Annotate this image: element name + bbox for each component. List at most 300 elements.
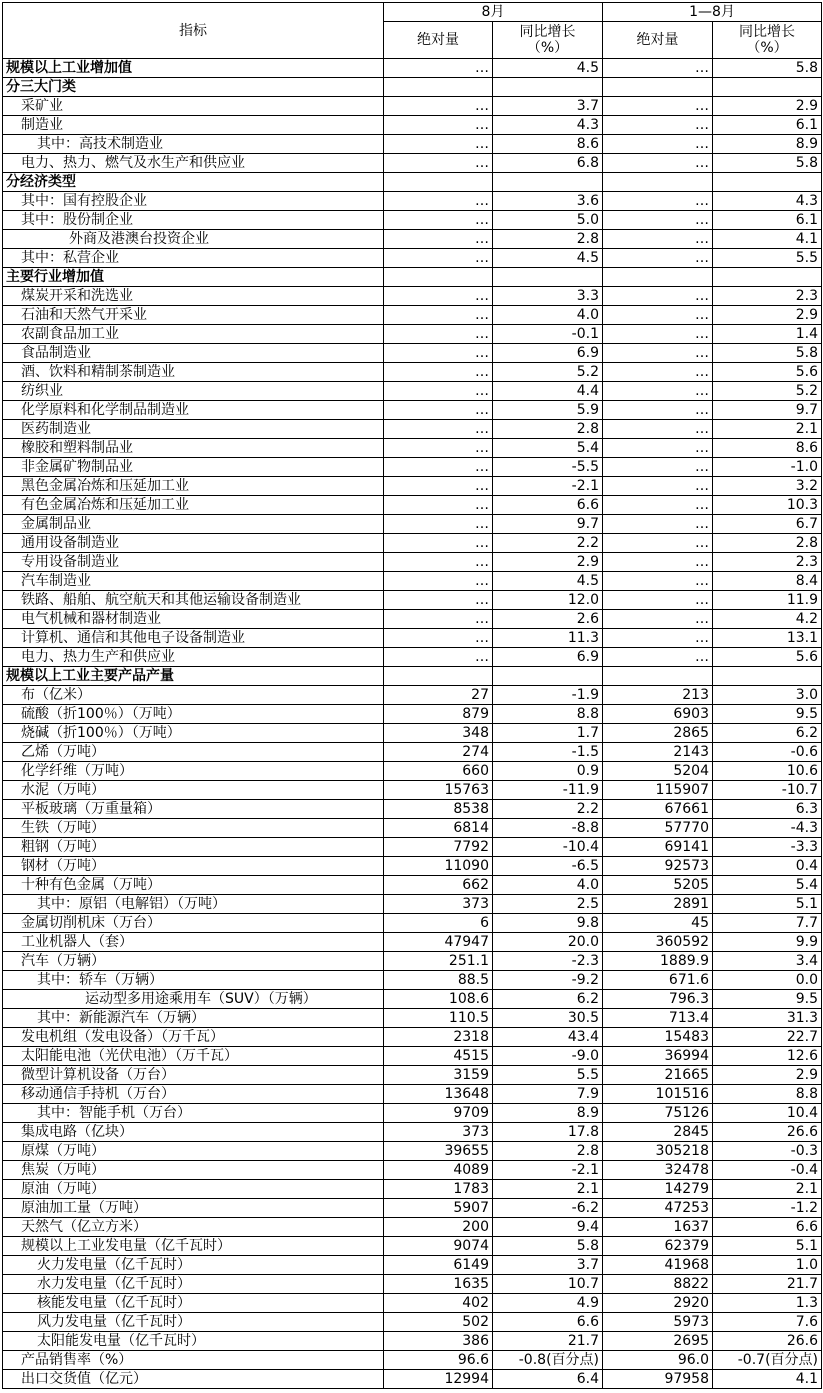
month-absolute-cell: … [384, 211, 493, 230]
table-row [3, 838, 822, 857]
month-growth-cell: 3.3 [493, 287, 603, 306]
cumulative-absolute-cell: … [603, 648, 713, 667]
cumulative-growth-cell: -1.2 [713, 1199, 822, 1218]
cumulative-growth-cell: 6.1 [713, 211, 822, 230]
month-absolute-cell: 88.5 [384, 971, 493, 990]
table-row [3, 781, 822, 800]
table-row [3, 686, 822, 705]
table-row [3, 1104, 822, 1123]
row-label: 移动通信手持机（万台） [3, 1085, 384, 1104]
month-absolute-cell [384, 78, 493, 97]
row-label: 电气机械和器材制造业 [3, 610, 384, 629]
row-label: 计算机、通信和其他电子设备制造业 [3, 629, 384, 648]
row-label: 金属切削机床（万台） [3, 914, 384, 933]
cumulative-growth-cell: 4.1 [713, 230, 822, 249]
industrial-stats-table [2, 2, 822, 1389]
table-body [3, 59, 822, 1389]
table-row [3, 97, 822, 116]
row-label: 规模以上工业主要产品产量 [3, 667, 384, 686]
row-label: 风力发电量（亿千瓦时） [3, 1313, 384, 1332]
cumulative-absolute-cell: … [603, 496, 713, 515]
cumulative-growth-cell: 5.8 [713, 344, 822, 363]
cumulative-absolute-cell: … [603, 458, 713, 477]
cumulative-absolute-cell: … [603, 629, 713, 648]
month-growth-cell: -0.8(百分点) [493, 1351, 603, 1370]
cumulative-growth-cell: 12.6 [713, 1047, 822, 1066]
cumulative-absolute-cell: … [603, 382, 713, 401]
table-row [3, 287, 822, 306]
cumulative-absolute-cell: … [603, 553, 713, 572]
month-growth-cell: 2.9 [493, 553, 603, 572]
month-absolute-cell [384, 667, 493, 686]
cumulative-growth-cell: 26.6 [713, 1123, 822, 1142]
cumulative-growth-cell: -0.7(百分点) [713, 1351, 822, 1370]
month-growth-cell: -1.5 [493, 743, 603, 762]
cumulative-absolute-cell: 45 [603, 914, 713, 933]
month-absolute-cell: 402 [384, 1294, 493, 1313]
month-growth-cell: -6.5 [493, 857, 603, 876]
month-absolute-cell: 4515 [384, 1047, 493, 1066]
month-absolute-cell: 12994 [384, 1370, 493, 1389]
table-row [3, 895, 822, 914]
cumulative-growth-cell: 6.1 [713, 116, 822, 135]
month-growth-cell: -11.9 [493, 781, 603, 800]
month-growth-cell: 2.1 [493, 1180, 603, 1199]
month-absolute-cell: … [384, 135, 493, 154]
table-row [3, 800, 822, 819]
month-absolute-cell: … [384, 382, 493, 401]
cumulative-absolute-cell: 2920 [603, 1294, 713, 1313]
row-label: 硫酸（折100％）（万吨） [3, 705, 384, 724]
cumulative-growth-cell: 8.8 [713, 1085, 822, 1104]
month-absolute-cell: … [384, 344, 493, 363]
cumulative-absolute-cell: 57770 [603, 819, 713, 838]
cumulative-absolute-cell: 2695 [603, 1332, 713, 1351]
cumulative-absolute-cell: 75126 [603, 1104, 713, 1123]
cumulative-absolute-cell: 2845 [603, 1123, 713, 1142]
table-row [3, 610, 822, 629]
cumulative-growth-cell: 2.1 [713, 1180, 822, 1199]
month-growth-cell: 2.8 [493, 420, 603, 439]
month-growth-cell [493, 173, 603, 192]
table-row [3, 724, 822, 743]
month-growth-cell: 5.0 [493, 211, 603, 230]
month-absolute-cell: … [384, 420, 493, 439]
cumulative-growth-cell: 3.4 [713, 952, 822, 971]
month-growth-cell: 2.2 [493, 534, 603, 553]
row-label: 太阳能发电量（亿千瓦时） [3, 1332, 384, 1351]
month-absolute-cell: … [384, 287, 493, 306]
row-label: 钢材（万吨） [3, 857, 384, 876]
cumulative-absolute-cell: … [603, 59, 713, 78]
cumulative-growth-cell: 3.0 [713, 686, 822, 705]
cumulative-absolute-cell: … [603, 192, 713, 211]
cumulative-absolute-cell: 21665 [603, 1066, 713, 1085]
month-absolute-cell: 4089 [384, 1161, 493, 1180]
month-absolute-cell: 386 [384, 1332, 493, 1351]
month-absolute-cell: … [384, 515, 493, 534]
table-row [3, 1047, 822, 1066]
month-absolute-cell: … [384, 458, 493, 477]
row-label: 水泥（万吨） [3, 781, 384, 800]
cumulative-growth-cell: -0.3 [713, 1142, 822, 1161]
cumulative-absolute-cell: … [603, 420, 713, 439]
table-row [3, 249, 822, 268]
month-absolute-cell: 662 [384, 876, 493, 895]
month-absolute-cell: … [384, 439, 493, 458]
row-label: 主要行业增加值 [3, 268, 384, 287]
table-row [3, 363, 822, 382]
table-row [3, 819, 822, 838]
row-label: 工业机器人（套） [3, 933, 384, 952]
row-label: 其中：国有控股企业 [3, 192, 384, 211]
row-label: 原煤（万吨） [3, 1142, 384, 1161]
cumulative-absolute-cell: 47253 [603, 1199, 713, 1218]
table-row [3, 1085, 822, 1104]
cumulative-growth-cell: 21.7 [713, 1275, 822, 1294]
month-absolute-cell: 502 [384, 1313, 493, 1332]
month-growth-cell [493, 78, 603, 97]
cumulative-absolute-cell: … [603, 97, 713, 116]
table-row [3, 1199, 822, 1218]
month-growth-cell: 4.5 [493, 249, 603, 268]
row-label: 制造业 [3, 116, 384, 135]
row-label: 外商及港澳台投资企业 [3, 230, 384, 249]
cumulative-absolute-cell: 101516 [603, 1085, 713, 1104]
month-absolute-cell: … [384, 496, 493, 515]
cumulative-growth-cell: 2.1 [713, 420, 822, 439]
month-absolute-cell: … [384, 325, 493, 344]
cumulative-growth-cell: 0.4 [713, 857, 822, 876]
cumulative-absolute-cell [603, 268, 713, 287]
month-absolute-cell: … [384, 230, 493, 249]
cumulative-absolute-cell: 2865 [603, 724, 713, 743]
table-row [3, 857, 822, 876]
table-row [3, 1123, 822, 1142]
cumulative-absolute-cell [603, 667, 713, 686]
table-row [3, 325, 822, 344]
month-growth-cell: -9.0 [493, 1047, 603, 1066]
month-growth-cell: -2.1 [493, 477, 603, 496]
table-row [3, 1066, 822, 1085]
table-row [3, 1275, 822, 1294]
month-absolute-cell: … [384, 306, 493, 325]
month-growth-cell: 12.0 [493, 591, 603, 610]
month-absolute-cell: … [384, 591, 493, 610]
month-absolute-cell: … [384, 192, 493, 211]
table-row [3, 306, 822, 325]
month-absolute-cell: 3159 [384, 1066, 493, 1085]
cumulative-growth-cell: 9.5 [713, 705, 822, 724]
cumulative-absolute-cell: … [603, 572, 713, 591]
month-absolute-cell: … [384, 629, 493, 648]
row-label: 焦炭（万吨） [3, 1161, 384, 1180]
cumulative-absolute-cell: … [603, 515, 713, 534]
month-growth-cell: -1.9 [493, 686, 603, 705]
month-absolute-cell: … [384, 648, 493, 667]
month-absolute-cell: 2318 [384, 1028, 493, 1047]
cumulative-growth-cell: -0.4 [713, 1161, 822, 1180]
table-row [3, 743, 822, 762]
row-label: 天然气（亿立方米） [3, 1218, 384, 1237]
cumulative-growth-cell: 6.7 [713, 515, 822, 534]
row-label: 平板玻璃（万重量箱） [3, 800, 384, 819]
table-row [3, 534, 822, 553]
month-absolute-cell: 8538 [384, 800, 493, 819]
cumulative-absolute-cell: … [603, 306, 713, 325]
cumulative-absolute-cell: 5973 [603, 1313, 713, 1332]
row-label: 生铁（万吨） [3, 819, 384, 838]
row-label: 化学原料和化学制品制造业 [3, 401, 384, 420]
section-row [3, 59, 822, 78]
row-label: 乙烯（万吨） [3, 743, 384, 762]
row-label: 十种有色金属（万吨） [3, 876, 384, 895]
table-row [3, 591, 822, 610]
month-absolute-cell: 660 [384, 762, 493, 781]
month-absolute-cell [384, 173, 493, 192]
row-label: 农副食品加工业 [3, 325, 384, 344]
month-absolute-cell: 879 [384, 705, 493, 724]
month-growth-cell: 1.7 [493, 724, 603, 743]
table-row [3, 1294, 822, 1313]
row-label: 产品销售率（%） [3, 1351, 384, 1370]
row-label: 煤炭开采和洗选业 [3, 287, 384, 306]
cumulative-growth-cell: 7.7 [713, 914, 822, 933]
cumulative-growth-cell: 1.0 [713, 1256, 822, 1275]
cumulative-growth-cell: 5.4 [713, 876, 822, 895]
row-label: 电力、热力、燃气及水生产和供应业 [3, 154, 384, 173]
row-label: 规模以上工业发电量（亿千瓦时） [3, 1237, 384, 1256]
row-label: 其中：智能手机（万台） [3, 1104, 384, 1123]
row-label: 橡胶和塑料制品业 [3, 439, 384, 458]
month-growth-cell: 9.4 [493, 1218, 603, 1237]
cumulative-growth-cell: 5.1 [713, 895, 822, 914]
month-growth-cell: 2.8 [493, 1142, 603, 1161]
cumulative-growth-cell: 6.2 [713, 724, 822, 743]
cumulative-absolute-cell: … [603, 363, 713, 382]
row-label: 非金属矿物制品业 [3, 458, 384, 477]
table-row [3, 401, 822, 420]
month-absolute-cell: 348 [384, 724, 493, 743]
month-growth-cell: 43.4 [493, 1028, 603, 1047]
row-label: 纺织业 [3, 382, 384, 401]
table-row [3, 1332, 822, 1351]
row-label: 其中：高技术制造业 [3, 135, 384, 154]
cumulative-growth-cell: 5.8 [713, 154, 822, 173]
table-row [3, 515, 822, 534]
month-absolute-cell: 1783 [384, 1180, 493, 1199]
cumulative-absolute-cell: 92573 [603, 857, 713, 876]
table-row [3, 572, 822, 591]
cumulative-absolute-cell: 2143 [603, 743, 713, 762]
cumulative-absolute-cell: 305218 [603, 1142, 713, 1161]
cumulative-growth-cell: 2.9 [713, 1066, 822, 1085]
month-growth-cell: 6.2 [493, 990, 603, 1009]
table-row [3, 705, 822, 724]
month-growth-cell: 2.2 [493, 800, 603, 819]
cumulative-absolute-cell: 713.4 [603, 1009, 713, 1028]
month-growth-cell: 2.6 [493, 610, 603, 629]
cumulative-growth-cell: 13.1 [713, 629, 822, 648]
row-label: 有色金属冶炼和压延加工业 [3, 496, 384, 515]
month-growth-cell: 5.9 [493, 401, 603, 420]
cumulative-absolute-cell: … [603, 610, 713, 629]
month-absolute-cell: 110.5 [384, 1009, 493, 1028]
cumulative-growth-cell: 6.3 [713, 800, 822, 819]
cumulative-growth-cell [713, 173, 822, 192]
cumulative-absolute-cell: 97958 [603, 1370, 713, 1389]
cumulative-absolute-cell: 1889.9 [603, 952, 713, 971]
month-absolute-cell: 373 [384, 895, 493, 914]
month-absolute-cell: 13648 [384, 1085, 493, 1104]
cumulative-absolute-cell: 796.3 [603, 990, 713, 1009]
month-absolute-cell [384, 268, 493, 287]
month-growth-cell: 4.5 [493, 59, 603, 78]
month-growth-cell: -2.3 [493, 952, 603, 971]
row-label: 铁路、船舶、航空航天和其他运输设备制造业 [3, 591, 384, 610]
month-absolute-cell: … [384, 553, 493, 572]
cumulative-absolute-cell: … [603, 344, 713, 363]
indicator-header: 指标 [3, 3, 384, 59]
row-label: 烧碱（折100％）（万吨） [3, 724, 384, 743]
cumulative-growth-cell [713, 78, 822, 97]
cumulative-absolute-cell: 62379 [603, 1237, 713, 1256]
cumulative-growth-cell: 10.6 [713, 762, 822, 781]
cumulative-growth-cell: 1.3 [713, 1294, 822, 1313]
month-growth-cell: 11.3 [493, 629, 603, 648]
month-absolute-cell: 1635 [384, 1275, 493, 1294]
cumulative-absolute-cell: 115907 [603, 781, 713, 800]
month-absolute-cell: … [384, 534, 493, 553]
cumulative-growth-cell: 2.8 [713, 534, 822, 553]
month-growth-cell: 21.7 [493, 1332, 603, 1351]
cumulative-growth-cell: -1.0 [713, 458, 822, 477]
cumulative-growth-cell: 2.9 [713, 97, 822, 116]
cumulative-absolute-cell: 360592 [603, 933, 713, 952]
month-growth-cell: 2.8 [493, 230, 603, 249]
cumulative-absolute-cell: 67661 [603, 800, 713, 819]
table-row [3, 382, 822, 401]
month-absolute-cell: 108.6 [384, 990, 493, 1009]
month-growth-cell [493, 667, 603, 686]
table-row [3, 1142, 822, 1161]
month-absolute-cell: … [384, 610, 493, 629]
cumulative-growth-cell: 5.5 [713, 249, 822, 268]
month-absolute-cell: 11090 [384, 857, 493, 876]
row-label: 原油（万吨） [3, 1180, 384, 1199]
month-growth-cell [493, 268, 603, 287]
cumulative-growth-cell: -0.6 [713, 743, 822, 762]
month-growth-cell: -8.8 [493, 819, 603, 838]
cumulative-growth-cell: 4.3 [713, 192, 822, 211]
cumulative-growth-cell: 31.3 [713, 1009, 822, 1028]
month-growth-cell: 6.6 [493, 496, 603, 515]
row-label: 火力发电量（亿千瓦时） [3, 1256, 384, 1275]
month-growth-cell: 17.8 [493, 1123, 603, 1142]
month-growth-cell: 3.7 [493, 1256, 603, 1275]
cumulative-growth-cell: 10.4 [713, 1104, 822, 1123]
row-label: 汽车（万辆） [3, 952, 384, 971]
month-growth-cell: 8.8 [493, 705, 603, 724]
month-growth-cell: 8.6 [493, 135, 603, 154]
month-growth-cell: 2.5 [493, 895, 603, 914]
cumulative-absolute-cell: 41968 [603, 1256, 713, 1275]
cumulative-absolute-cell: 213 [603, 686, 713, 705]
month-growth-cell: -6.2 [493, 1199, 603, 1218]
cumulative-growth-cell: 0.0 [713, 971, 822, 990]
month-growth-cell: 0.9 [493, 762, 603, 781]
table-row [3, 1370, 822, 1389]
cumulative-absolute-cell: 8822 [603, 1275, 713, 1294]
cumulative-growth-cell: 7.6 [713, 1313, 822, 1332]
cumulative-absolute-cell: 14279 [603, 1180, 713, 1199]
row-label: 分三大门类 [3, 78, 384, 97]
cumulative-growth-cell: 10.3 [713, 496, 822, 515]
cumulative-absolute-cell: … [603, 230, 713, 249]
period-header-month: 8月 [384, 3, 603, 22]
cumulative-growth-cell: 4.2 [713, 610, 822, 629]
cumulative-absolute-cell: 36994 [603, 1047, 713, 1066]
cumulative-absolute-cell: … [603, 401, 713, 420]
cumulative-absolute-cell: 5204 [603, 762, 713, 781]
section-row [3, 78, 822, 97]
abs-header-cumulative: 绝对量 [603, 22, 713, 59]
period-header-cumulative: 1—8月 [603, 3, 822, 22]
cumulative-absolute-cell: … [603, 325, 713, 344]
cumulative-growth-cell: 8.6 [713, 439, 822, 458]
table-row [3, 496, 822, 515]
month-growth-cell: -9.2 [493, 971, 603, 990]
table-row [3, 952, 822, 971]
cumulative-absolute-cell [603, 78, 713, 97]
cumulative-absolute-cell: 671.6 [603, 971, 713, 990]
month-absolute-cell: 6149 [384, 1256, 493, 1275]
table-row [3, 420, 822, 439]
row-label: 运动型多用途乘用车（SUV）（万辆） [3, 990, 384, 1009]
month-absolute-cell: … [384, 401, 493, 420]
month-growth-cell: 4.0 [493, 306, 603, 325]
month-growth-cell: 4.3 [493, 116, 603, 135]
cumulative-growth-cell [713, 268, 822, 287]
row-label: 太阳能电池（光伏电池）（万千瓦） [3, 1047, 384, 1066]
table-row [3, 211, 822, 230]
cumulative-absolute-cell: … [603, 591, 713, 610]
section-row [3, 667, 822, 686]
cumulative-absolute-cell: … [603, 154, 713, 173]
table-row [3, 192, 822, 211]
month-growth-cell: 4.0 [493, 876, 603, 895]
month-growth-cell: 20.0 [493, 933, 603, 952]
cumulative-growth-cell: 22.7 [713, 1028, 822, 1047]
cumulative-absolute-cell: 6903 [603, 705, 713, 724]
month-absolute-cell: 7792 [384, 838, 493, 857]
row-label: 集成电路（亿块） [3, 1123, 384, 1142]
cumulative-growth-cell: 8.9 [713, 135, 822, 154]
cumulative-growth-cell: -3.3 [713, 838, 822, 857]
month-absolute-cell: 9709 [384, 1104, 493, 1123]
table-header [3, 3, 822, 59]
row-label: 原油加工量（万吨） [3, 1199, 384, 1218]
month-growth-cell: 4.4 [493, 382, 603, 401]
table-row [3, 230, 822, 249]
row-label: 其中：私营企业 [3, 249, 384, 268]
cumulative-absolute-cell: 96.0 [603, 1351, 713, 1370]
month-absolute-cell: … [384, 363, 493, 382]
table-row [3, 914, 822, 933]
section-row [3, 268, 822, 287]
month-absolute-cell: 274 [384, 743, 493, 762]
month-growth-cell: 5.2 [493, 363, 603, 382]
